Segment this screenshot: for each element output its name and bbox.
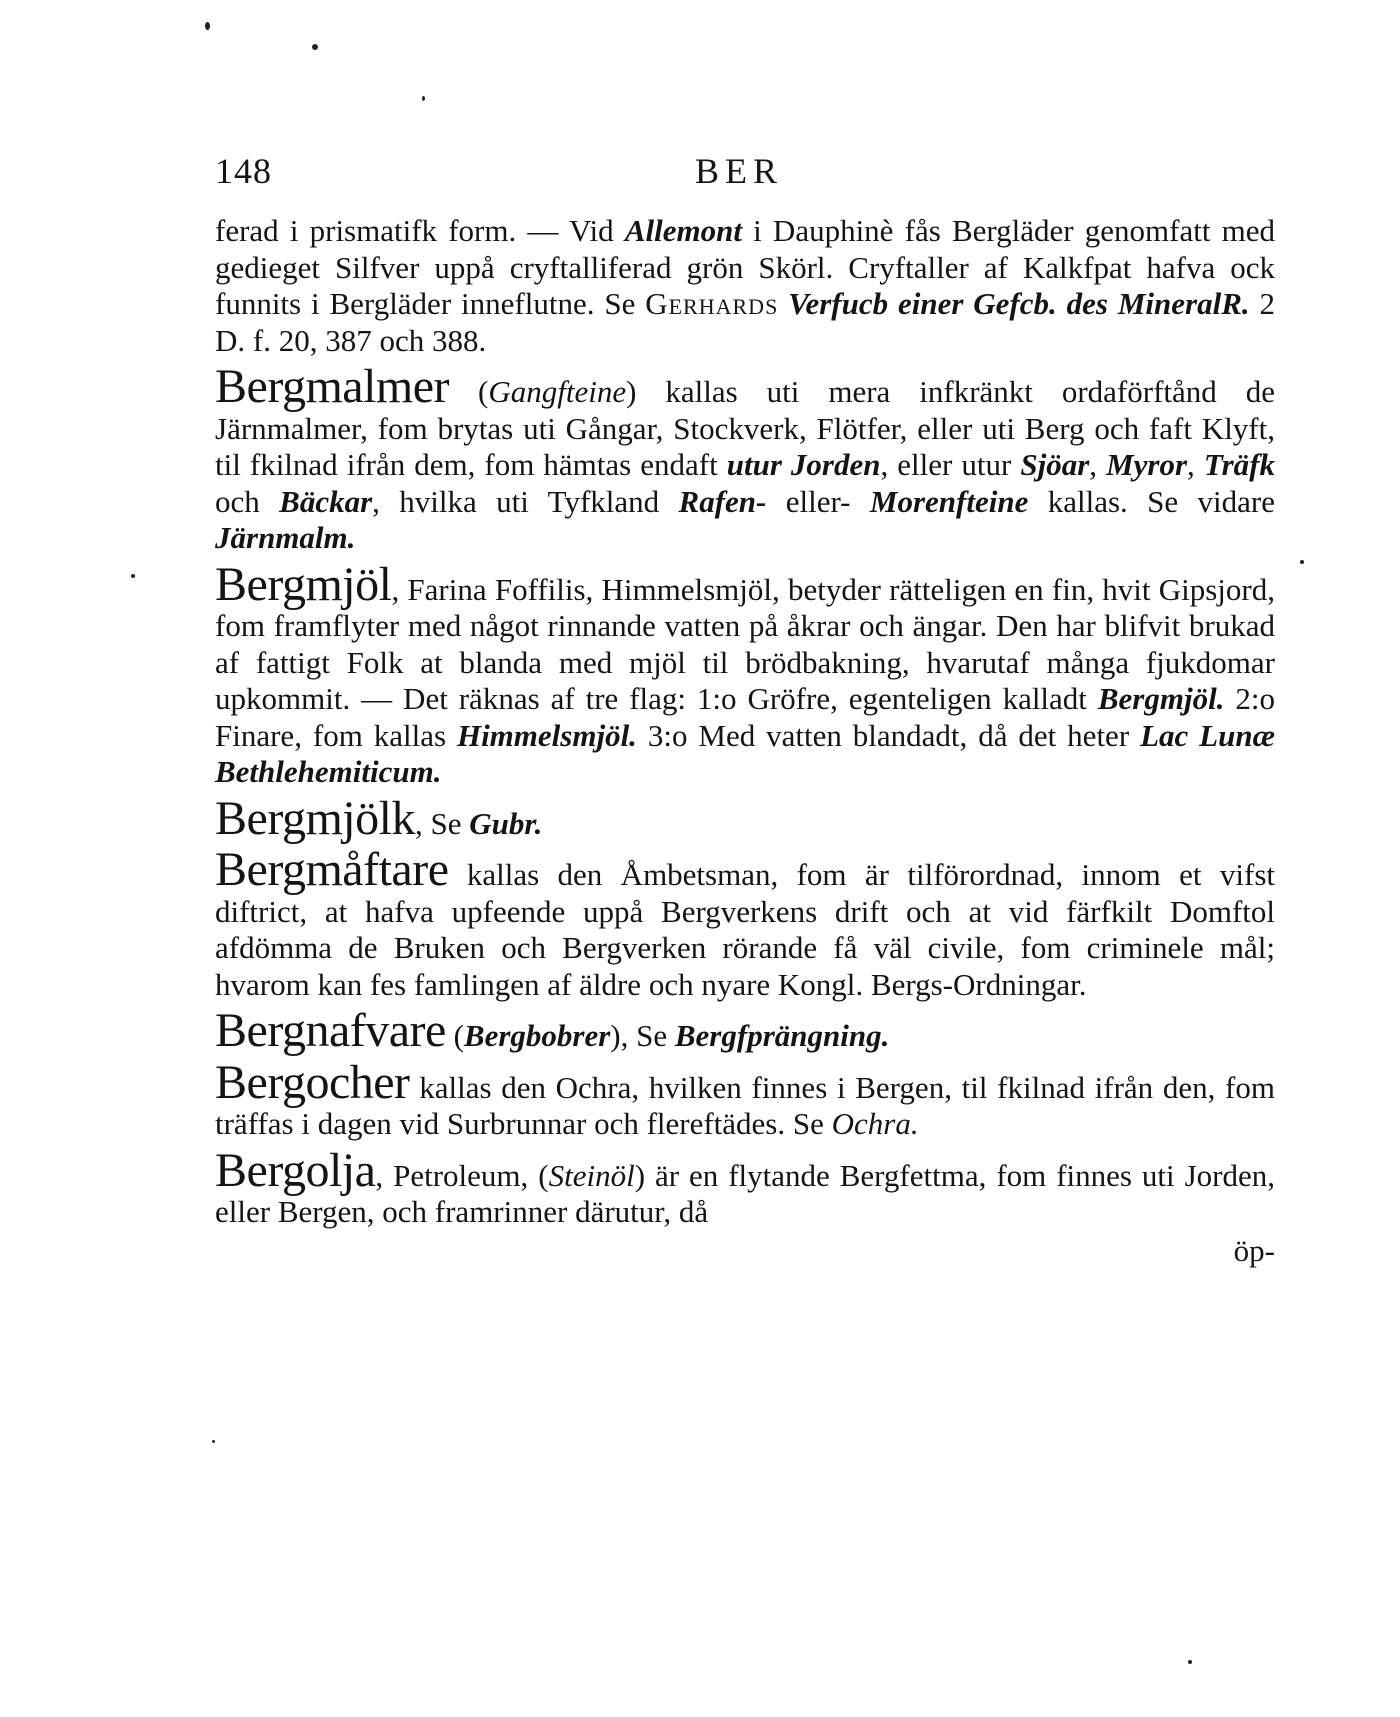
body-text: och <box>215 483 280 519</box>
body-text: 3:o Med vatten blandadt, då det heter <box>636 717 1141 753</box>
body-text: , <box>1187 447 1204 482</box>
entry-bergmjolk <box>215 791 1275 845</box>
emphasis-text: utur Jorden <box>726 447 881 482</box>
body-text: kallas. Se vidare <box>1028 483 1275 519</box>
emphasis-text: Gerhards <box>645 286 779 321</box>
body-text: eller- <box>766 483 870 519</box>
body-text: ), Se <box>610 1018 675 1053</box>
body-text: i Dauphinè fås Bergläder genomfatt med gedieget Silfver uppå cryftalliferad grön Skörl. Cryftaller af Kalkfpat hafva ock funnits i Bergläder inneflutne. Se <box>215 213 1275 321</box>
emphasis-text: Gubr. <box>469 805 543 841</box>
body-text: , hvilka uti Tyfkland <box>372 483 679 519</box>
scan-speck <box>205 22 210 30</box>
emphasis-text: Himmelsmjöl. <box>456 717 637 753</box>
headword: Bergocher <box>215 1055 410 1109</box>
body-text: kallas den Ochra, hvilken finnes i Bergen, til fkilnad ifrån den, fom träffas i dagen vid Surbrunnar och flereftädes. Se <box>215 1069 1275 1141</box>
running-head: BER <box>695 151 784 191</box>
emphasis-text: Bergfprängning. <box>674 1018 890 1053</box>
emphasis-text: Träfk <box>1203 447 1276 482</box>
scan-speck <box>131 574 135 578</box>
page-header <box>215 150 1275 200</box>
body-text: ferad i prismatifk form. — Vid <box>215 213 625 248</box>
body-text: ) kallas uti mera infkränkt ordaförftånd de Järnmalmer, fom brytas uti Gångar, Stockverk, Flötfer, eller uti Berg och faft Klyft, til fkilnad ifrån dem, fom hämtas endaft <box>215 374 1275 482</box>
headword: Bergolja <box>215 1143 376 1197</box>
body-text: ( <box>445 1018 464 1053</box>
body-text: , Se <box>414 805 470 841</box>
entry-bergnafvare <box>215 1004 1275 1057</box>
body-text <box>778 286 788 321</box>
entry-bergmjol <box>215 557 1275 791</box>
emphasis-text: Morenfteine <box>869 483 1029 519</box>
body-text: 2:o Finare, fom kallas <box>215 681 1275 753</box>
entry-bergocher <box>215 1055 1275 1143</box>
emphasis-text: Steinöl <box>548 1157 635 1193</box>
body-text: 2 D. f. 20, 387 och 388. <box>215 286 1276 358</box>
entry-continuation <box>215 213 1275 359</box>
page-number: 148 <box>215 151 272 191</box>
emphasis-text: Ochra. <box>831 1106 919 1141</box>
body-text: ) är en flytande Bergfettma, fom finnes uti Jorden, eller Bergen, och framrinner därutur, då <box>215 1157 1275 1229</box>
headword: Bergnafvare <box>215 1004 446 1057</box>
emphasis-text: Bergbobrer <box>463 1018 611 1053</box>
scan-speck <box>1300 560 1304 564</box>
catchword: öp- <box>1233 1232 1275 1268</box>
emphasis-text: Sjöar <box>1020 447 1090 482</box>
emphasis-text: Bäckar <box>279 483 373 519</box>
emphasis-text: Allemont <box>624 213 742 248</box>
body-text: , eller utur <box>880 447 1021 482</box>
emphasis-text: Gangfteine <box>488 374 627 409</box>
headword: Bergmalmer <box>215 360 450 413</box>
body-text: kallas den Åmbetsman, fom är tilförordnad, innom et vifst diftrict, at hafva upfeende uppå Bergverkens drift och at vid färfkilt Domftol afdömma de Bruken och Bergverken rörande få väl civile, fom criminele mål; hvarom kan fes famlingen af äldre och nyare Kongl. Bergs-Ordningar. <box>215 857 1275 1002</box>
entry-bergolja <box>215 1143 1275 1231</box>
headword: Bergmåftare <box>215 843 449 896</box>
scan-speck <box>212 1440 215 1443</box>
emphasis-text: Verfucb einer Gefcb. des MineralR. <box>788 286 1250 321</box>
body-text: , <box>1089 447 1107 482</box>
entry-bergmastare <box>215 843 1275 1003</box>
emphasis-text: Järnmalm. <box>215 520 356 555</box>
dictionary-text <box>215 213 1275 1269</box>
body-text: , Farina Foffilis, Himmelsmjöl, betyder rätteligen en fin, hvit Gipsjord, fom framflyter med något rinnande vatten på åkrar och ängar. Den har blifvit brukad af fattigt Folk at blanda med mjöl til brödbakning, hvarutaf många fjukdomar upkommit. — Det räknas af tre flag: 1:o Gröfre, egenteligen kalladt <box>215 571 1275 716</box>
headword: Bergmjölk <box>215 791 415 845</box>
emphasis-text: Rafen- <box>678 483 767 519</box>
emphasis-text: Lac Lunæ Bethlehemiticum. <box>215 717 1275 789</box>
body-text: , Petroleum, ( <box>375 1157 549 1193</box>
scan-speck <box>312 44 318 50</box>
emphasis-text: Myror <box>1106 447 1188 482</box>
emphasis-text: Bergmjöl. <box>1097 681 1225 716</box>
headword: Bergmjöl <box>215 557 392 611</box>
body-text: ( <box>449 374 489 409</box>
scan-speck <box>1188 1660 1192 1664</box>
entry-bergmalmer <box>215 360 1276 557</box>
scan-speck <box>422 96 425 101</box>
